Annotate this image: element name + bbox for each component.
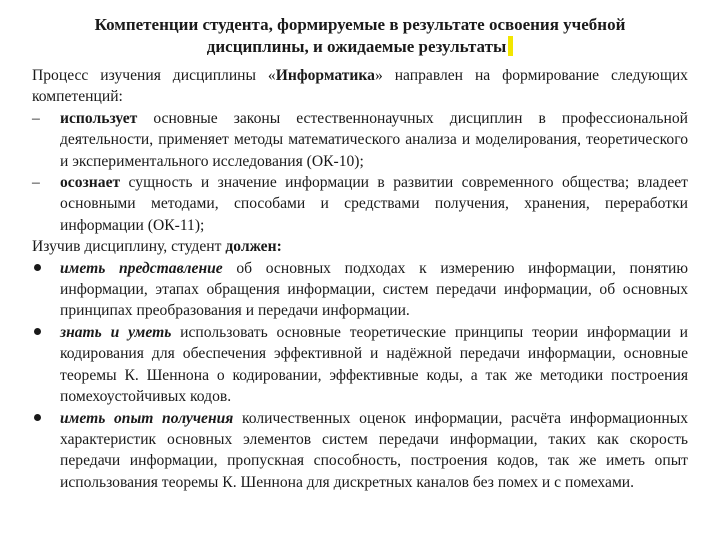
- outcome-text: количественных оценок информации, расчёта информационных характеристик основных элементов систем передачи информации, таких как скорость передачи информации, пропускная способность, построения кодов, так же иметь опыт использования теоремы К. Шеннона для дискретных каналов без помех и с помехами.: [60, 409, 688, 491]
- competency-text: сущность и значение информации в развитии современного общества; владеет основными методами, способами и средствами получения, хранения, переработки информации (ОК-11);: [60, 174, 688, 234]
- competency-verb: использует: [60, 109, 138, 127]
- outcome-text: использовать основные теоретические принципы теории информации и кодирования для обеспечения эффективной и надёжной передачи информации, основные теоремы К. Шеннона о кодировании, эффективные коды, а так же методики построения помехоустойчивых кодов.: [60, 323, 688, 406]
- bullet-icon: [34, 264, 41, 271]
- subject-name: Информатика: [275, 67, 375, 84]
- outcome-item: [32, 258, 688, 322]
- outcome-intro: [32, 236, 688, 257]
- outcome-item: [32, 322, 688, 408]
- competency-text: основные законы естественнонаучных дисциплин в профессиональной деятельности, применяет методы математического анализа и моделирования, теоретического и экспериментального исследования (ОК-10);: [60, 109, 688, 170]
- bullet-marker: [32, 322, 56, 343]
- bullet-marker: [32, 408, 56, 429]
- competency-verb: осознает: [60, 174, 121, 192]
- intro-paragraph: [32, 65, 688, 108]
- bullet-icon: [34, 414, 41, 421]
- outcome-emph: знать и уметь: [60, 323, 172, 341]
- text-cursor-highlight: [508, 36, 513, 56]
- outcome-text: об основных подходах к измерению информации, понятию информации, этапах обращения информации, систем передачи информации, об основных принципах преобразования и передачи информации.: [60, 259, 689, 320]
- bullet-icon: [34, 328, 41, 335]
- dash-marker: –: [32, 109, 40, 127]
- document-body: [32, 65, 688, 493]
- title-line-2: [32, 36, 688, 58]
- outcome-emph: иметь представление: [60, 259, 223, 277]
- outcome-item: [32, 408, 688, 494]
- title-line-1: Компетенции студента, формируемые в результате освоения учебной: [94, 15, 626, 34]
- intro-before: Процесс изучения дисциплины «: [32, 67, 276, 84]
- intro-after: » направлен на формирование следующих компетенций:: [32, 67, 688, 106]
- outcome-intro-emph: должен:: [225, 238, 282, 256]
- title-line-2-text: дисциплины, и ожидаемые результаты: [206, 37, 507, 56]
- competency-item: [32, 108, 688, 172]
- outcome-intro-before: Изучив дисциплину, студент: [32, 238, 226, 256]
- bullet-marker: [32, 258, 56, 279]
- dash-marker: –: [32, 174, 40, 192]
- outcome-emph: иметь опыт получения: [60, 409, 234, 427]
- page-title: [32, 14, 688, 58]
- competency-item: [32, 172, 688, 236]
